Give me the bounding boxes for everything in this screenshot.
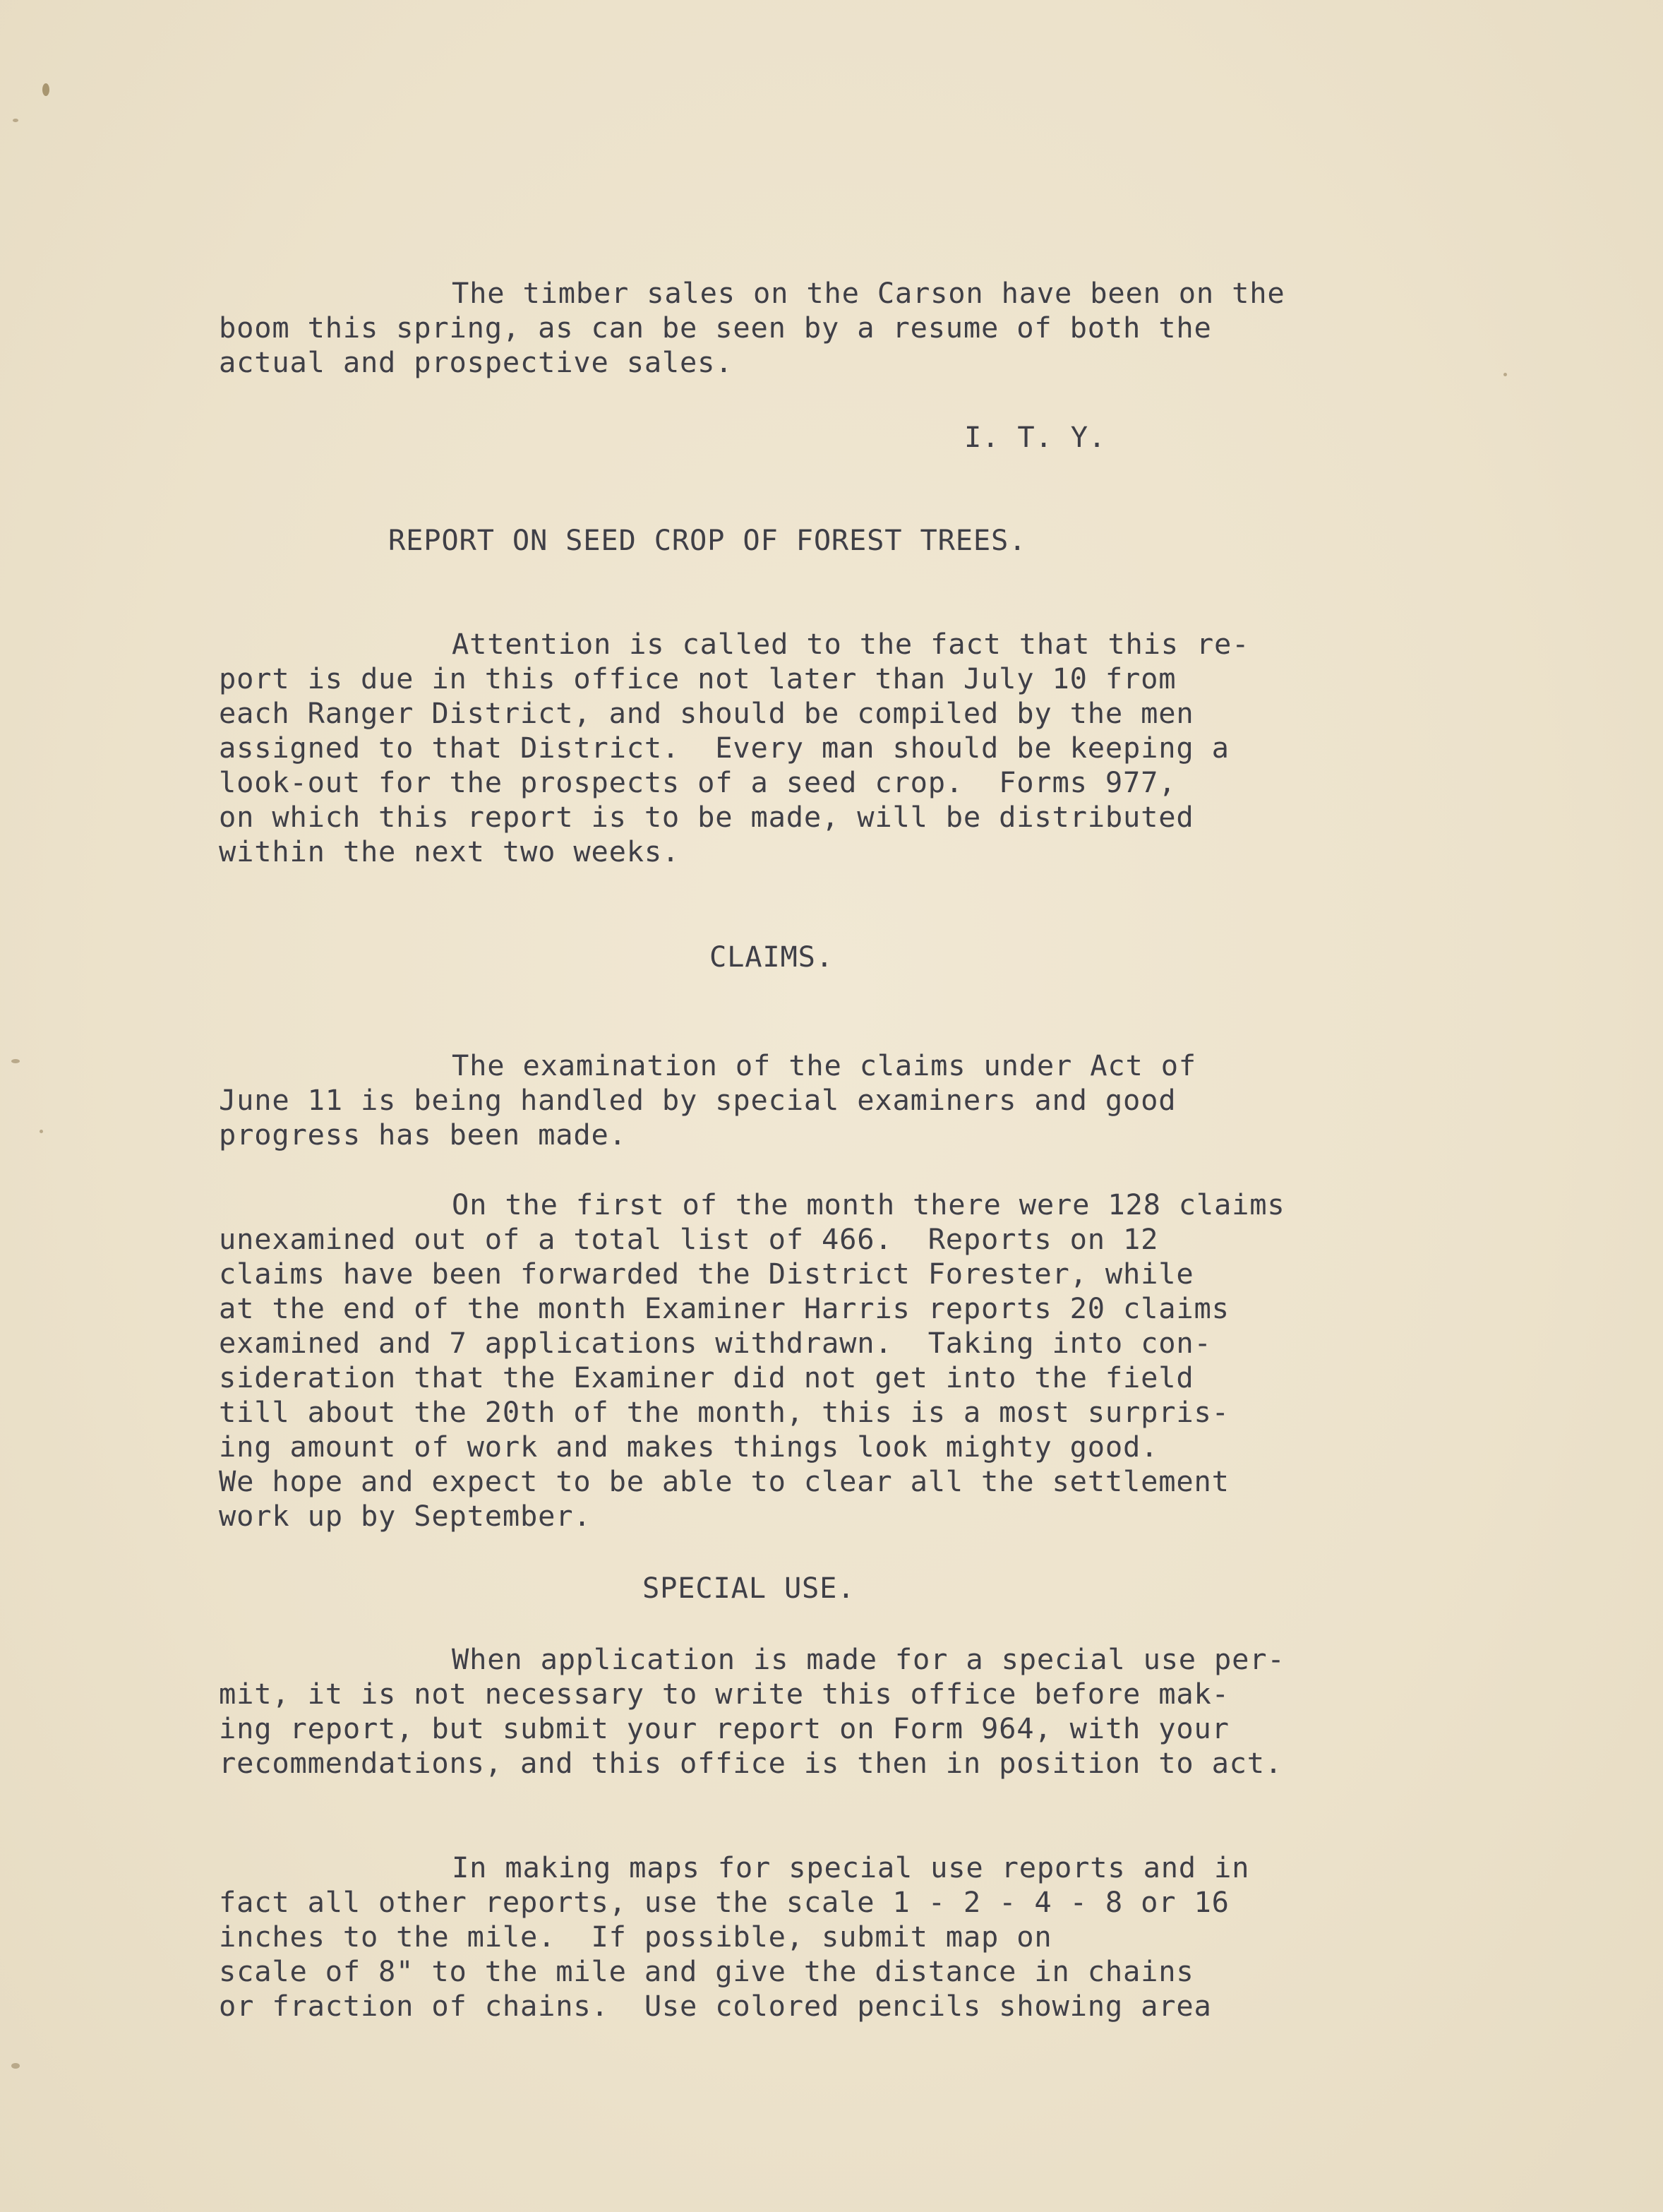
paper-speck bbox=[42, 83, 49, 96]
text-line: actual and prospective sales. bbox=[219, 345, 733, 379]
paper-speck bbox=[40, 1130, 43, 1133]
text-line: recommendations, and this office is then in position to act. bbox=[219, 1746, 1283, 1780]
text-line: progress has been made. bbox=[219, 1118, 627, 1152]
text-line: The examination of the claims under Act of bbox=[452, 1048, 1196, 1082]
section-heading-claims: CLAIMS. bbox=[709, 940, 834, 974]
text-line: within the next two weeks. bbox=[219, 835, 680, 868]
text-line: port is due in this office not later than July 10 from bbox=[219, 662, 1177, 695]
text-line: In making maps for special use reports and in bbox=[452, 1851, 1250, 1884]
text-line: On the first of the month there were 128 claims bbox=[452, 1188, 1285, 1221]
text-line: inches to the mile. If possible, submit map on bbox=[219, 1920, 1052, 1954]
section-heading-ity: I. T. Y. bbox=[964, 420, 1106, 454]
text-line: sideration that the Examiner did not get into the field bbox=[219, 1361, 1194, 1394]
text-line: each Ranger District, and should be compiled by the men bbox=[219, 696, 1194, 730]
text-line: June 11 is being handled by special examiners and good bbox=[219, 1083, 1177, 1117]
text-line: claims have been forwarded the District Forester, while bbox=[219, 1257, 1194, 1291]
text-line: unexamined out of a total list of 466. Reports on 12 bbox=[219, 1222, 1159, 1256]
text-line: Attention is called to the fact that this re- bbox=[452, 627, 1250, 661]
text-line: ing amount of work and makes things look mighty good. bbox=[219, 1430, 1159, 1464]
text-line: mit, it is not necessary to write this office before mak- bbox=[219, 1677, 1230, 1711]
text-line: ing report, but submit your report on Form 964, with your bbox=[219, 1711, 1230, 1745]
text-line: at the end of the month Examiner Harris reports 20 claims bbox=[219, 1291, 1230, 1325]
paper-speck bbox=[11, 1059, 20, 1063]
text-line: or fraction of chains. Use colored pencils showing area bbox=[219, 1989, 1212, 2023]
text-line: The timber sales on the Carson have been on the bbox=[452, 276, 1285, 310]
text-line: fact all other reports, use the scale 1 - 2 - 4 - 8 or 16 bbox=[219, 1885, 1230, 1919]
section-heading-special-use: SPECIAL USE. bbox=[642, 1571, 855, 1605]
text-line: assigned to that District. Every man should be keeping a bbox=[219, 731, 1230, 765]
text-line: till about the 20th of the month, this is a most surpris- bbox=[219, 1395, 1230, 1429]
paper-speck bbox=[13, 119, 18, 122]
text-line: on which this report is to be made, will be distributed bbox=[219, 800, 1194, 834]
text-line: scale of 8" to the mile and give the distance in chains bbox=[219, 1954, 1194, 1988]
section-heading-seed-crop: REPORT ON SEED CROP OF FOREST TREES. bbox=[388, 523, 1027, 557]
paper-speck bbox=[11, 2063, 20, 2069]
text-line: examined and 7 applications withdrawn. Taking into con- bbox=[219, 1326, 1212, 1360]
paper-speck bbox=[1503, 373, 1507, 376]
text-line: work up by September. bbox=[219, 1499, 592, 1533]
text-line: boom this spring, as can be seen by a resume of both the bbox=[219, 311, 1212, 345]
text-line: When application is made for a special use per- bbox=[452, 1642, 1285, 1676]
text-line: look-out for the prospects of a seed crop. Forms 977, bbox=[219, 765, 1177, 799]
text-line: We hope and expect to be able to clear all the settlement bbox=[219, 1464, 1230, 1498]
